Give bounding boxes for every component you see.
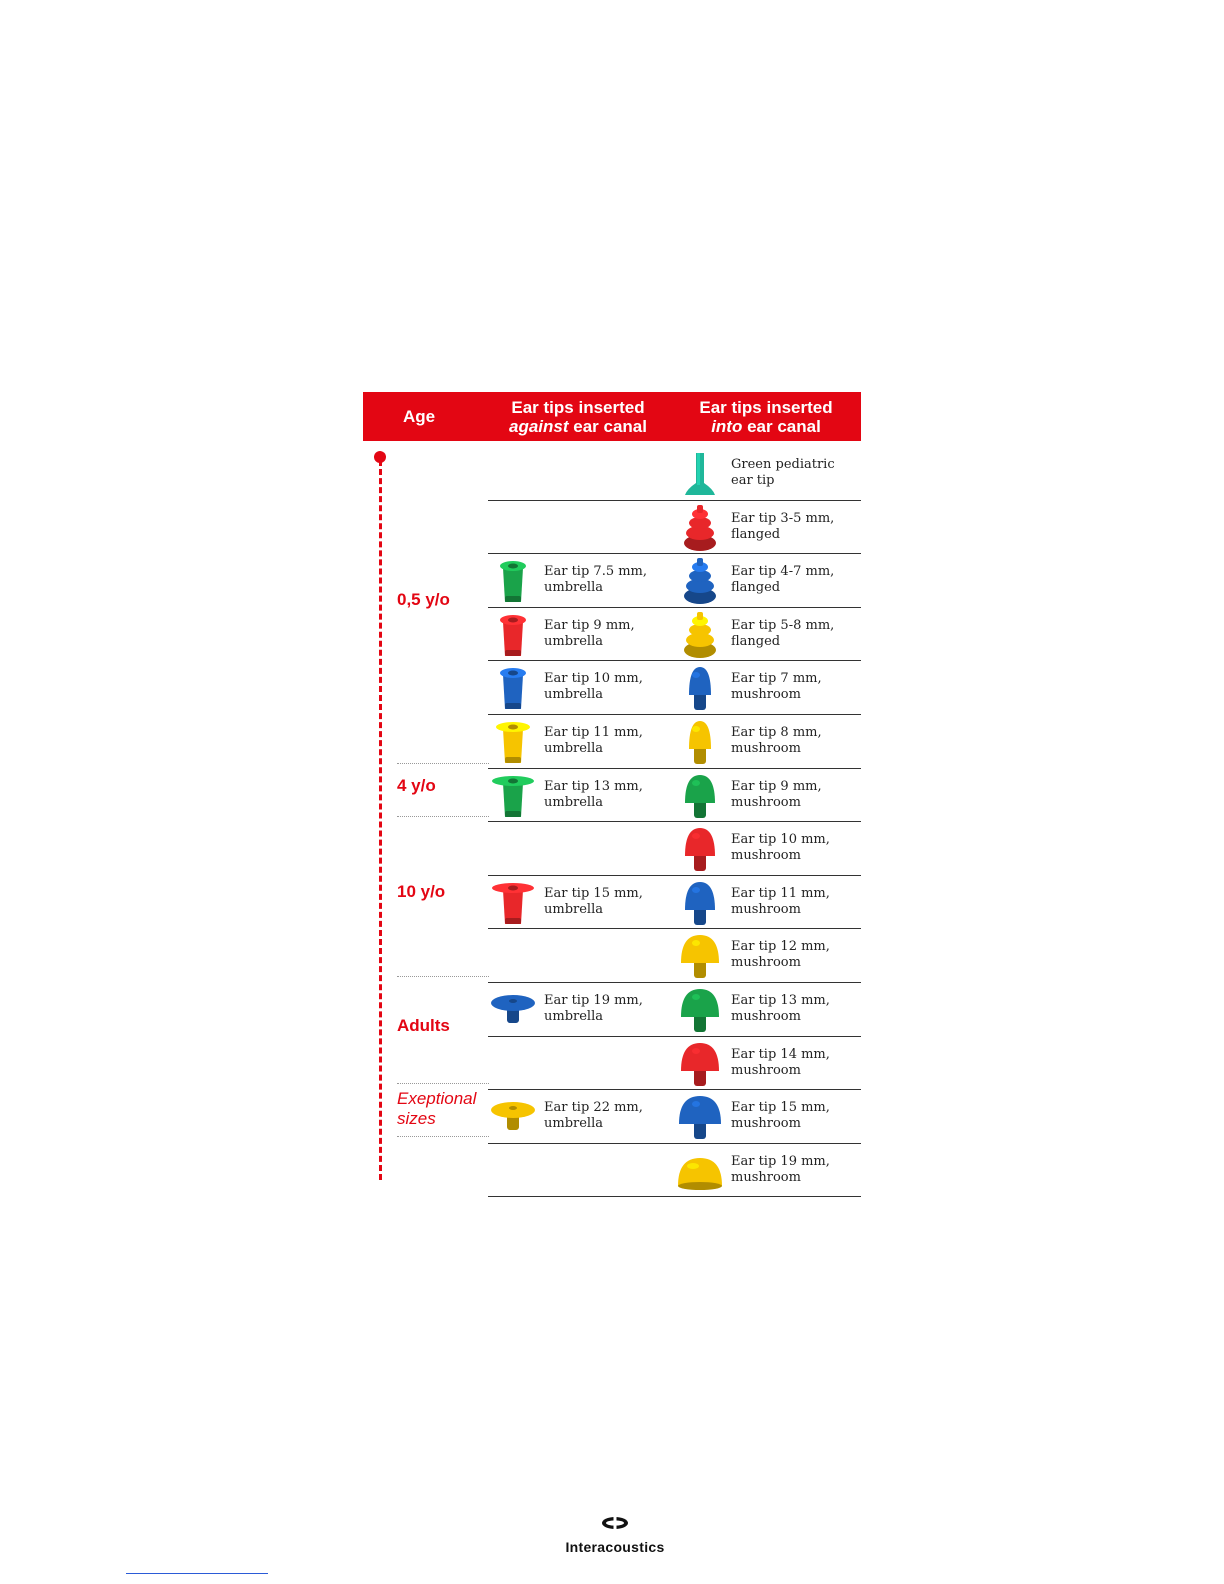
row-divider xyxy=(488,500,861,501)
row-divider xyxy=(488,821,861,822)
ear-tip-size: Ear tip 3-5 mm, xyxy=(731,511,835,526)
row-divider xyxy=(488,982,861,983)
row-divider xyxy=(488,553,861,554)
ear-tip-label-into xyxy=(731,1047,830,1079)
row-divider xyxy=(488,660,861,661)
header-against-line1: Ear tips inserted xyxy=(511,398,645,417)
ear-tip-mushroom-mid-icon xyxy=(677,878,723,928)
ear-tip-size: Ear tip 7 mm, xyxy=(731,671,822,686)
ear-tip-label-against xyxy=(544,886,643,918)
ear-tip-umbrella-tall-icon xyxy=(490,610,536,660)
header-against-italic: against xyxy=(509,417,569,436)
ear-tip-umbrella-wide-icon xyxy=(490,771,536,821)
age-separator xyxy=(397,1136,489,1137)
ear-tip-size: Ear tip 10 mm, xyxy=(544,671,643,686)
row-divider xyxy=(488,607,861,608)
ear-tip-type: mushroom xyxy=(731,741,801,756)
ear-tip-type: mushroom xyxy=(731,1170,801,1185)
ear-tip-mushroom-large-icon xyxy=(677,985,723,1035)
ear-tip-type: umbrella xyxy=(544,1116,603,1131)
ear-tip-label-into xyxy=(731,1100,830,1132)
ear-tip-type: mushroom xyxy=(731,848,801,863)
ear-tip-mushroom-xl-icon xyxy=(677,1092,723,1142)
row-divider xyxy=(488,875,861,876)
ear-tip-label-against xyxy=(544,618,635,650)
header-against-line2 xyxy=(484,417,672,436)
header-against-ear-canal xyxy=(484,398,672,436)
ear-tip-umbrella-tall-icon xyxy=(490,556,536,606)
ear-tip-flanged-icon xyxy=(677,610,723,660)
age-timeline xyxy=(379,460,382,1180)
ear-tip-mushroom-large-icon xyxy=(677,931,723,981)
ear-tip-label-into xyxy=(731,511,834,543)
age-separator xyxy=(397,976,489,977)
ear-tip-type: mushroom xyxy=(731,795,801,810)
header-into-italic: into xyxy=(711,417,743,436)
ear-tip-type: umbrella xyxy=(544,580,603,595)
logo-icon xyxy=(601,1516,629,1530)
ear-tip-label-into xyxy=(731,1154,830,1186)
row-divider xyxy=(488,1089,861,1090)
ear-tip-label-into xyxy=(731,886,830,918)
age-separator xyxy=(397,816,489,817)
ear-tip-label-against xyxy=(544,993,643,1025)
ear-tip-type: mushroom xyxy=(731,902,801,917)
ear-tip-size: Ear tip 19 mm, xyxy=(544,993,643,1008)
ear-tip-size: Ear tip 9 mm, xyxy=(731,779,822,794)
ear-tip-flanged-icon xyxy=(677,556,723,606)
row-divider xyxy=(488,1143,861,1144)
ear-tip-label-into xyxy=(731,939,830,971)
interacoustics-logo xyxy=(545,1516,685,1555)
ear-tip-type: umbrella xyxy=(544,741,603,756)
header-into-rest: ear canal xyxy=(742,417,821,436)
ear-tip-label-into xyxy=(731,457,835,489)
ear-tip-label-into xyxy=(731,993,830,1025)
ear-tip-type: umbrella xyxy=(544,1009,603,1024)
ear-tip-size: Ear tip 5-8 mm, xyxy=(731,618,835,633)
header-into-ear-canal xyxy=(672,398,860,436)
ear-tip-umbrella-tall-icon xyxy=(490,663,536,713)
ear-tip-type: flanged xyxy=(731,527,781,542)
ear-tip-type: flanged xyxy=(731,580,781,595)
ear-tip-label-into xyxy=(731,725,822,757)
table-header xyxy=(363,392,861,441)
ear-tip-size: Ear tip 22 mm, xyxy=(544,1100,643,1115)
ear-tip-label-into xyxy=(731,671,822,703)
header-against-rest: ear canal xyxy=(568,417,647,436)
ear-tip-umbrella-flat-icon xyxy=(490,985,536,1035)
ear-tip-label-against xyxy=(544,725,643,757)
ear-tip-label-against xyxy=(544,564,647,596)
ear-tip-size: Ear tip 15 mm, xyxy=(731,1100,830,1115)
ear-tip-size: Ear tip 13 mm, xyxy=(731,993,830,1008)
footnote-link-line[interactable] xyxy=(126,1573,268,1574)
ear-tip-size: Ear tip 4-7 mm, xyxy=(731,564,835,579)
ear-tip-type: flanged xyxy=(731,634,781,649)
header-age: Age xyxy=(402,406,436,426)
ear-tip-size: Ear tip 11 mm, xyxy=(731,886,830,901)
ear-tip-pediatric-icon xyxy=(677,449,723,499)
ear-tip-mushroom-large-icon xyxy=(677,1039,723,1089)
row-divider xyxy=(488,1036,861,1037)
logo-text: Interacoustics xyxy=(565,1539,665,1555)
ear-tip-type: mushroom xyxy=(731,1009,801,1024)
ear-tip-type: umbrella xyxy=(544,795,603,810)
ear-tip-type: mushroom xyxy=(731,687,801,702)
ear-tip-size: Ear tip 12 mm, xyxy=(731,939,830,954)
ear-tip-dome-icon xyxy=(677,1146,723,1196)
ear-tip-label-against xyxy=(544,779,643,811)
row-divider xyxy=(488,1196,861,1197)
header-into-line1: Ear tips inserted xyxy=(699,398,833,417)
ear-tip-umbrella-mid-icon xyxy=(490,717,536,767)
age-label-4: 4 y/o xyxy=(397,776,436,795)
ear-tip-size: Ear tip 14 mm, xyxy=(731,1047,830,1062)
ear-tip-label-into xyxy=(731,618,834,650)
row-divider xyxy=(488,928,861,929)
ear-tip-flanged-icon xyxy=(677,503,723,553)
ear-tip-size: Ear tip 7.5 mm, xyxy=(544,564,648,579)
age-separator xyxy=(397,1083,489,1084)
age-label-exceptional: Exeptional sizes xyxy=(397,1089,477,1128)
ear-tip-type: umbrella xyxy=(544,687,603,702)
age-label-10: 10 y/o xyxy=(397,882,446,901)
ear-tip-label-against xyxy=(544,1100,643,1132)
ear-tip-type: ear tip xyxy=(731,473,775,488)
header-into-line2 xyxy=(672,417,860,436)
ear-tip-size: Ear tip 11 mm, xyxy=(544,725,643,740)
ear-tip-size: Ear tip 10 mm, xyxy=(731,832,830,847)
ear-tip-label-into xyxy=(731,832,830,864)
age-separator xyxy=(397,763,489,764)
ear-tip-size: Ear tip 15 mm, xyxy=(544,886,643,901)
ear-tip-mushroom-small-icon xyxy=(677,717,723,767)
ear-tip-type: mushroom xyxy=(731,1063,801,1078)
ear-tip-size: Green pediatric xyxy=(731,457,835,472)
ear-tip-mushroom-mid-icon xyxy=(677,771,723,821)
ear-tip-type: mushroom xyxy=(731,1116,801,1131)
age-label-adults: Adults xyxy=(397,1016,450,1035)
ear-tip-size: Ear tip 19 mm, xyxy=(731,1154,830,1169)
ear-tip-label-into xyxy=(731,779,822,811)
ear-tip-size: Ear tip 8 mm, xyxy=(731,725,822,740)
row-divider xyxy=(488,768,861,769)
ear-tip-type: umbrella xyxy=(544,902,603,917)
ear-tip-mushroom-mid-icon xyxy=(677,824,723,874)
age-label-0-5: 0,5 y/o xyxy=(397,590,450,609)
ear-tip-umbrella-wide-icon xyxy=(490,878,536,928)
ear-tip-mushroom-small-icon xyxy=(677,663,723,713)
ear-tip-type: umbrella xyxy=(544,634,603,649)
ear-tip-label-into xyxy=(731,564,834,596)
ear-tip-label-against xyxy=(544,671,643,703)
ear-tip-size: Ear tip 13 mm, xyxy=(544,779,643,794)
ear-tip-type: mushroom xyxy=(731,955,801,970)
ear-tip-umbrella-flat-icon xyxy=(490,1092,536,1142)
ear-tip-size: Ear tip 9 mm, xyxy=(544,618,635,633)
row-divider xyxy=(488,714,861,715)
